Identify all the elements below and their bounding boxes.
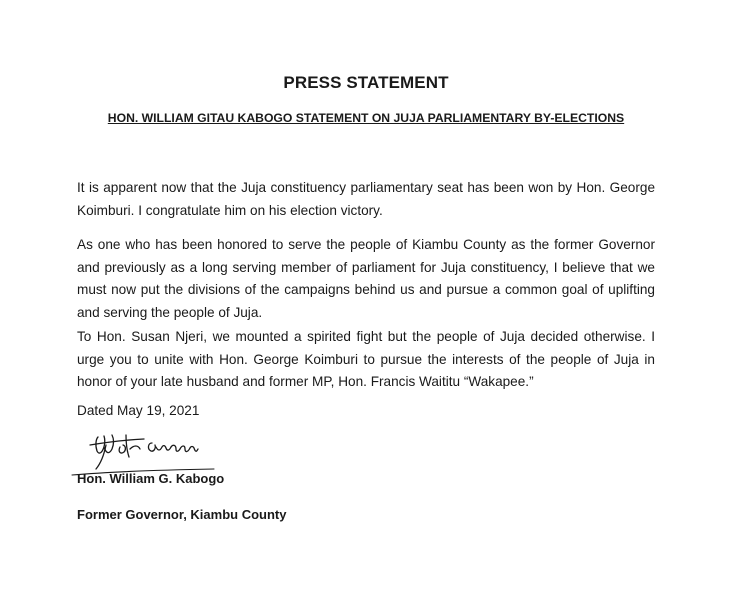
document-title: PRESS STATEMENT	[283, 73, 449, 92]
signer-title: Former Governor, Kiambu County	[77, 507, 287, 522]
paragraph-message-to-njeri: To Hon. Susan Njeri, we mounted a spirited fight but the people of Juja decided otherwise. I urge you to unite with Hon. George Koimburi to pursue the interests of the people of Juja in honor of your late husband and former MP, Hon. Francis Waititu “Wakapee.”	[77, 329, 655, 389]
paragraph-unity-call: As one who has been honored to serve the people of Kiambu County as the former Governor and previously as a long serving member of parliament for Juja constituency, I believe that we must now put the divisions of the campaigns behind us and pursue a common goal of uplifting and serving the people of Juja.	[77, 237, 655, 320]
signer-name: Hon. William G. Kabogo	[77, 471, 225, 486]
paragraph-congratulation: It is apparent now that the Juja constituency parliamentary seat has been won by Hon. George Koimburi. I congratulate him on his election victory.	[77, 180, 655, 218]
date-line: Dated May 19, 2021	[77, 403, 200, 418]
document-subtitle: HON. WILLIAM GITAU KABOGO STATEMENT ON JUJA PARLIAMENTARY BY-ELECTIONS	[107, 111, 625, 125]
